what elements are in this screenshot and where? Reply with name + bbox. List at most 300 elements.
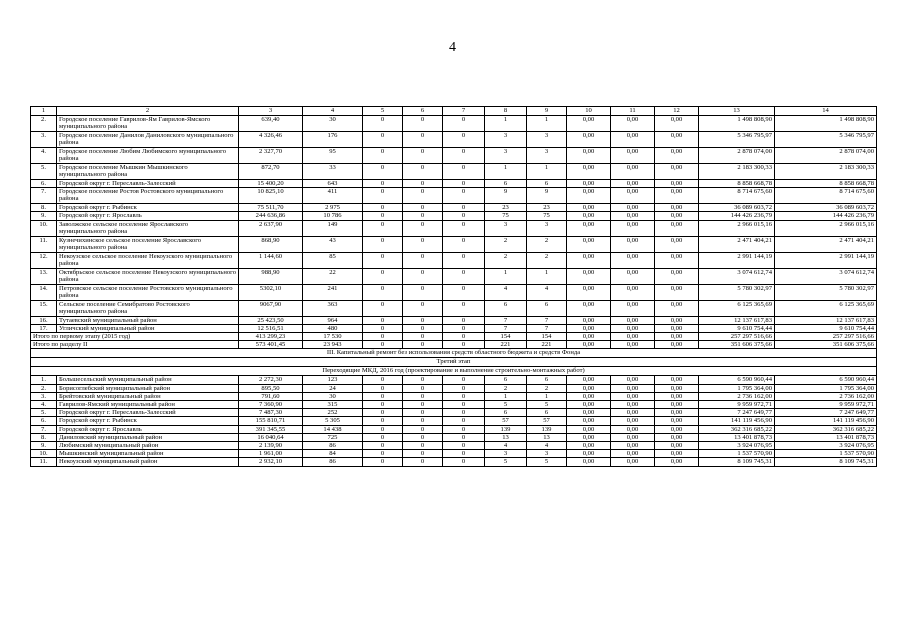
value-cell: 149 xyxy=(303,220,363,236)
value-cell: 0,00 xyxy=(611,212,655,220)
value-cell: 2 637,90 xyxy=(239,220,303,236)
row-number-cell: 6. xyxy=(31,180,57,188)
value-cell: 0 xyxy=(363,268,403,284)
table-row xyxy=(31,384,877,392)
value-cell: 0,00 xyxy=(611,384,655,392)
value-cell: 0,00 xyxy=(611,458,655,466)
row-number-cell: 2. xyxy=(31,116,57,132)
value-cell: 2 878 074,00 xyxy=(699,148,775,164)
value-cell: 30 xyxy=(303,116,363,132)
value-cell: 7 xyxy=(527,324,567,332)
value-cell: 5 305 xyxy=(303,417,363,425)
value-cell: 6 125 365,69 xyxy=(699,300,775,316)
value-cell: 0 xyxy=(363,450,403,458)
value-cell: 0 xyxy=(363,300,403,316)
column-number-cell: 6 xyxy=(403,107,443,116)
municipality-name-cell: Городское поселение Любим Любимского муниципального района xyxy=(57,148,239,164)
value-cell: 0,00 xyxy=(611,180,655,188)
municipality-name-cell: Заволжское сельское поселение Ярославского муниципального района xyxy=(57,220,239,236)
value-cell: 411 xyxy=(303,188,363,204)
value-cell: 6 125 365,69 xyxy=(775,300,877,316)
value-cell: 0,00 xyxy=(611,164,655,180)
total-value-cell: 154 xyxy=(527,333,567,341)
value-cell: 252 xyxy=(303,409,363,417)
value-cell: 0,00 xyxy=(567,180,611,188)
value-cell: 2 xyxy=(527,252,567,268)
value-cell: 95 xyxy=(303,148,363,164)
value-cell: 639,40 xyxy=(239,116,303,132)
value-cell: 0 xyxy=(403,284,443,300)
municipality-name-cell: Некоузское сельское поселение Некоузского муниципального района xyxy=(57,252,239,268)
value-cell: 0,00 xyxy=(655,384,699,392)
value-cell: 2 xyxy=(527,236,567,252)
value-cell: 241 xyxy=(303,284,363,300)
value-cell: 4 xyxy=(527,284,567,300)
value-cell: 2 471 404,21 xyxy=(775,236,877,252)
table-row xyxy=(31,236,877,252)
value-cell: 5 346 795,97 xyxy=(775,132,877,148)
value-cell: 36 089 603,72 xyxy=(775,204,877,212)
value-cell: 3 xyxy=(527,220,567,236)
value-cell: 2 xyxy=(485,236,527,252)
value-cell: 0,00 xyxy=(567,401,611,409)
value-cell: 10 825,10 xyxy=(239,188,303,204)
value-cell: 0,00 xyxy=(611,148,655,164)
row-number-cell: 16. xyxy=(31,316,57,324)
transit-title: Переходящие МКД, 2016 год (проектирование и выполнение строительно-монтажных работ) xyxy=(31,367,877,376)
value-cell: 9 959 972,71 xyxy=(699,401,775,409)
value-cell: 8 858 668,78 xyxy=(775,180,877,188)
municipality-name-cell: Городское поселение Мышкин Мышкинского муниципального района xyxy=(57,164,239,180)
stage3-title: Третий этап xyxy=(31,358,877,367)
value-cell: 1 xyxy=(485,392,527,400)
value-cell: 0 xyxy=(363,188,403,204)
value-cell: 0,00 xyxy=(567,284,611,300)
value-cell: 0 xyxy=(403,324,443,332)
stage3-title-row xyxy=(31,358,877,367)
value-cell: 0 xyxy=(363,236,403,252)
table-row xyxy=(31,220,877,236)
value-cell: 6 xyxy=(485,300,527,316)
value-cell: 0 xyxy=(403,392,443,400)
municipality-name-cell: Любимский муниципальный район xyxy=(57,442,239,450)
municipality-name-cell: Петровское сельское поселение Ростовского муниципального района xyxy=(57,284,239,300)
value-cell: 0,00 xyxy=(655,204,699,212)
value-cell: 0 xyxy=(363,204,403,212)
total-value-cell: 23 943 xyxy=(303,341,363,349)
value-cell: 0 xyxy=(363,148,403,164)
value-cell: 9 610 754,44 xyxy=(699,324,775,332)
value-cell: 5 xyxy=(527,401,567,409)
row-number-cell: 7. xyxy=(31,188,57,204)
value-cell: 0 xyxy=(403,316,443,324)
value-cell: 144 426 236,79 xyxy=(699,212,775,220)
value-cell: 57 xyxy=(527,417,567,425)
table-row xyxy=(31,417,877,425)
value-cell: 0,00 xyxy=(611,252,655,268)
value-cell: 791,60 xyxy=(239,392,303,400)
transit-title-row xyxy=(31,367,877,376)
value-cell: 0,00 xyxy=(567,409,611,417)
value-cell: 0 xyxy=(443,401,485,409)
value-cell: 36 089 603,72 xyxy=(699,204,775,212)
column-number-cell: 4 xyxy=(303,107,363,116)
value-cell: 7 xyxy=(485,316,527,324)
value-cell: 0 xyxy=(403,433,443,441)
value-cell: 1 961,00 xyxy=(239,450,303,458)
value-cell: 6 xyxy=(527,300,567,316)
value-cell: 0 xyxy=(443,220,485,236)
value-cell: 1 xyxy=(485,164,527,180)
value-cell: 0 xyxy=(443,442,485,450)
value-cell: 2 183 300,33 xyxy=(699,164,775,180)
value-cell: 0,00 xyxy=(611,409,655,417)
value-cell: 0 xyxy=(443,409,485,417)
value-cell: 0 xyxy=(403,188,443,204)
value-cell: 244 636,86 xyxy=(239,212,303,220)
total-value-cell: 0,00 xyxy=(611,341,655,349)
column-number-cell: 9 xyxy=(527,107,567,116)
value-cell: 0 xyxy=(363,384,403,392)
value-cell: 0 xyxy=(443,164,485,180)
municipality-name-cell: Городской округ г. Ярославль xyxy=(57,212,239,220)
value-cell: 6 xyxy=(527,180,567,188)
value-cell: 0,00 xyxy=(567,392,611,400)
value-cell: 0 xyxy=(443,392,485,400)
value-cell: 0,00 xyxy=(611,188,655,204)
table-row xyxy=(31,204,877,212)
value-cell: 0,00 xyxy=(655,458,699,466)
row-number-cell: 6. xyxy=(31,417,57,425)
value-cell: 43 xyxy=(303,236,363,252)
value-cell: 0,00 xyxy=(655,180,699,188)
value-cell: 2 xyxy=(527,384,567,392)
value-cell: 0,00 xyxy=(655,316,699,324)
total-value-cell: 0 xyxy=(403,341,443,349)
value-cell: 3 074 612,74 xyxy=(699,268,775,284)
total-value-cell: 351 606 375,66 xyxy=(699,341,775,349)
value-cell: 1 xyxy=(527,164,567,180)
value-cell: 9 xyxy=(485,188,527,204)
table-row xyxy=(31,180,877,188)
value-cell: 0 xyxy=(363,316,403,324)
value-cell: 30 xyxy=(303,392,363,400)
value-cell: 0 xyxy=(443,212,485,220)
municipality-name-cell: Городское поселение Данилов Даниловского муниципального района xyxy=(57,132,239,148)
municipality-name-cell: Сельское поселение Семибратово Ростовского муниципального района xyxy=(57,300,239,316)
row-number-cell: 9. xyxy=(31,442,57,450)
table-row xyxy=(31,425,877,433)
total-section2-row xyxy=(31,341,877,349)
table-row xyxy=(31,212,877,220)
value-cell: 2 327,70 xyxy=(239,148,303,164)
municipality-name-cell: Мышкинский муниципальный район xyxy=(57,450,239,458)
value-cell: 0,00 xyxy=(567,433,611,441)
total-value-cell: 0 xyxy=(363,341,403,349)
value-cell: 0 xyxy=(363,417,403,425)
total-value-cell: 0,00 xyxy=(567,333,611,341)
table-row xyxy=(31,188,877,204)
value-cell: 0 xyxy=(363,458,403,466)
row-number-cell: 11. xyxy=(31,236,57,252)
municipality-name-cell: Угличский муниципальный район xyxy=(57,324,239,332)
value-cell: 0 xyxy=(403,132,443,148)
value-cell: 0 xyxy=(363,164,403,180)
value-cell: 0 xyxy=(363,212,403,220)
value-cell: 0,00 xyxy=(567,376,611,384)
value-cell: 12 137 617,83 xyxy=(699,316,775,324)
value-cell: 2 991 144,19 xyxy=(775,252,877,268)
value-cell: 1 537 570,90 xyxy=(699,450,775,458)
value-cell: 0 xyxy=(443,376,485,384)
value-cell: 0 xyxy=(403,148,443,164)
value-cell: 2 878 074,00 xyxy=(775,148,877,164)
value-cell: 7 xyxy=(527,316,567,324)
column-number-cell: 10 xyxy=(567,107,611,116)
value-cell: 141 119 456,90 xyxy=(699,417,775,425)
value-cell: 0,00 xyxy=(611,376,655,384)
value-cell: 988,90 xyxy=(239,268,303,284)
value-cell: 3 924 076,95 xyxy=(699,442,775,450)
value-cell: 14 438 xyxy=(303,425,363,433)
total-value-cell: 221 xyxy=(527,341,567,349)
value-cell: 5302,10 xyxy=(239,284,303,300)
column-number-cell: 5 xyxy=(363,107,403,116)
value-cell: 2 272,30 xyxy=(239,376,303,384)
value-cell: 0 xyxy=(443,425,485,433)
value-cell: 0 xyxy=(403,425,443,433)
value-cell: 75 xyxy=(485,212,527,220)
page-number: 4 xyxy=(449,40,456,55)
value-cell: 0,00 xyxy=(655,401,699,409)
value-cell: 1 xyxy=(527,116,567,132)
value-cell: 0 xyxy=(363,220,403,236)
value-cell: 0,00 xyxy=(611,450,655,458)
table-row xyxy=(31,401,877,409)
value-cell: 0,00 xyxy=(655,148,699,164)
value-cell: 5 xyxy=(527,458,567,466)
total-value-cell: 154 xyxy=(485,333,527,341)
value-cell: 964 xyxy=(303,316,363,324)
value-cell: 0,00 xyxy=(567,450,611,458)
value-cell: 123 xyxy=(303,376,363,384)
value-cell: 1 xyxy=(485,116,527,132)
municipality-name-cell: Городское поселение Гаврилов-Ям Гаврилов-Ямского муниципального района xyxy=(57,116,239,132)
table-row xyxy=(31,433,877,441)
value-cell: 0,00 xyxy=(655,300,699,316)
value-cell: 0 xyxy=(443,433,485,441)
value-cell: 5 xyxy=(485,401,527,409)
row-number-cell: 15. xyxy=(31,300,57,316)
value-cell: 0 xyxy=(363,392,403,400)
value-cell: 7 487,30 xyxy=(239,409,303,417)
value-cell: 13 xyxy=(485,433,527,441)
value-cell: 8 714 675,60 xyxy=(699,188,775,204)
value-cell: 3 xyxy=(485,148,527,164)
value-cell: 1 498 808,90 xyxy=(699,116,775,132)
value-cell: 155 810,71 xyxy=(239,417,303,425)
table-row xyxy=(31,164,877,180)
total-value-cell: 257 297 516,66 xyxy=(775,333,877,341)
row-number-cell: 13. xyxy=(31,268,57,284)
value-cell: 362 316 685,22 xyxy=(775,425,877,433)
row-number-cell: 7. xyxy=(31,425,57,433)
total-value-cell: 0 xyxy=(443,341,485,349)
value-cell: 0 xyxy=(403,409,443,417)
value-cell: 9 xyxy=(527,188,567,204)
value-cell: 7 360,90 xyxy=(239,401,303,409)
value-cell: 872,70 xyxy=(239,164,303,180)
value-cell: 0,00 xyxy=(655,236,699,252)
total-value-cell: 257 297 516,66 xyxy=(699,333,775,341)
column-number-cell: 8 xyxy=(485,107,527,116)
value-cell: 7 xyxy=(485,324,527,332)
municipality-name-cell: Тутаевский муниципальный район xyxy=(57,316,239,324)
value-cell: 144 426 236,79 xyxy=(775,212,877,220)
value-cell: 2 932,10 xyxy=(239,458,303,466)
value-cell: 0 xyxy=(443,252,485,268)
value-cell: 2 471 404,21 xyxy=(699,236,775,252)
value-cell: 0 xyxy=(403,116,443,132)
value-cell: 363 xyxy=(303,300,363,316)
value-cell: 0 xyxy=(403,220,443,236)
value-cell: 0,00 xyxy=(611,300,655,316)
table-row xyxy=(31,409,877,417)
value-cell: 75 xyxy=(527,212,567,220)
value-cell: 3 xyxy=(527,132,567,148)
value-cell: 0,00 xyxy=(655,376,699,384)
table-row xyxy=(31,300,877,316)
total-label-cell: Итого по разделу II xyxy=(31,341,239,349)
municipality-name-cell: Октябрьское сельское поселение Некоузского муниципального района xyxy=(57,268,239,284)
row-number-cell: 4. xyxy=(31,401,57,409)
value-cell: 0,00 xyxy=(611,236,655,252)
value-cell: 0 xyxy=(403,180,443,188)
value-cell: 176 xyxy=(303,132,363,148)
value-cell: 0,00 xyxy=(655,392,699,400)
municipality-name-cell: Городской округ г. Переславль-Залесский xyxy=(57,180,239,188)
table-row xyxy=(31,116,877,132)
value-cell: 8 714 675,60 xyxy=(775,188,877,204)
value-cell: 725 xyxy=(303,433,363,441)
column-number-cell: 2 xyxy=(57,107,239,116)
value-cell: 23 xyxy=(485,204,527,212)
value-cell: 3 074 612,74 xyxy=(775,268,877,284)
value-cell: 1 xyxy=(485,268,527,284)
value-cell: 0,00 xyxy=(655,409,699,417)
municipality-name-cell: Городской округ г. Рыбинск xyxy=(57,204,239,212)
value-cell: 0,00 xyxy=(567,212,611,220)
value-cell: 4 xyxy=(485,284,527,300)
table-row xyxy=(31,450,877,458)
value-cell: 0 xyxy=(363,442,403,450)
value-cell: 1 795 364,00 xyxy=(699,384,775,392)
value-cell: 5 780 302,97 xyxy=(775,284,877,300)
table-row xyxy=(31,132,877,148)
value-cell: 0 xyxy=(403,384,443,392)
value-cell: 1 795 364,00 xyxy=(775,384,877,392)
value-cell: 0,00 xyxy=(567,384,611,392)
value-cell: 4 326,46 xyxy=(239,132,303,148)
value-cell: 2 736 162,00 xyxy=(699,392,775,400)
value-cell: 0,00 xyxy=(655,220,699,236)
value-cell: 13 xyxy=(527,433,567,441)
total-value-cell: 0,00 xyxy=(567,341,611,349)
value-cell: 0 xyxy=(363,324,403,332)
value-cell: 5 780 302,97 xyxy=(699,284,775,300)
value-cell: 0 xyxy=(403,458,443,466)
total-value-cell: 413 299,23 xyxy=(239,333,303,341)
value-cell: 0 xyxy=(443,284,485,300)
value-cell: 1 144,60 xyxy=(239,252,303,268)
row-number-cell: 8. xyxy=(31,433,57,441)
value-cell: 57 xyxy=(485,417,527,425)
total-value-cell: 0,00 xyxy=(655,333,699,341)
value-cell: 0 xyxy=(443,148,485,164)
column-number-cell: 14 xyxy=(775,107,877,116)
value-cell: 0,00 xyxy=(655,212,699,220)
municipality-name-cell: Борисоглебский муниципальный район xyxy=(57,384,239,392)
value-cell: 0,00 xyxy=(567,220,611,236)
value-cell: 0,00 xyxy=(567,116,611,132)
value-cell: 0,00 xyxy=(655,450,699,458)
value-cell: 6 xyxy=(527,376,567,384)
value-cell: 84 xyxy=(303,450,363,458)
value-cell: 7 247 649,77 xyxy=(699,409,775,417)
value-cell: 0 xyxy=(403,442,443,450)
value-cell: 0,00 xyxy=(567,204,611,212)
value-cell: 0 xyxy=(443,316,485,324)
value-cell: 0 xyxy=(403,268,443,284)
total-label-cell: Итого по первому этапу (2015 год) xyxy=(31,333,239,341)
value-cell: 13 401 878,73 xyxy=(775,433,877,441)
capital-repair-table xyxy=(30,106,877,467)
value-cell: 0,00 xyxy=(611,442,655,450)
value-cell: 0,00 xyxy=(611,132,655,148)
total-value-cell: 573 401,45 xyxy=(239,341,303,349)
value-cell: 868,90 xyxy=(239,236,303,252)
row-number-cell: 9. xyxy=(31,212,57,220)
value-cell: 0,00 xyxy=(611,433,655,441)
value-cell: 7 247 649,77 xyxy=(775,409,877,417)
row-number-cell: 14. xyxy=(31,284,57,300)
row-number-cell: 2. xyxy=(31,384,57,392)
value-cell: 0 xyxy=(443,188,485,204)
table-row xyxy=(31,284,877,300)
total-value-cell: 0 xyxy=(363,333,403,341)
value-cell: 0,00 xyxy=(655,425,699,433)
total-value-cell: 17 530 xyxy=(303,333,363,341)
value-cell: 139 xyxy=(485,425,527,433)
column-number-cell: 7 xyxy=(443,107,485,116)
value-cell: 1 498 808,90 xyxy=(775,116,877,132)
value-cell: 0,00 xyxy=(567,458,611,466)
municipality-name-cell: Большесельский муниципальный район xyxy=(57,376,239,384)
municipality-name-cell: Городской округ г. Рыбинск xyxy=(57,417,239,425)
value-cell: 0,00 xyxy=(655,252,699,268)
row-number-cell: 10. xyxy=(31,220,57,236)
value-cell: 5 346 795,97 xyxy=(699,132,775,148)
value-cell: 0,00 xyxy=(567,316,611,324)
row-number-cell: 3. xyxy=(31,392,57,400)
table-row xyxy=(31,392,877,400)
column-number-row xyxy=(31,107,877,116)
value-cell: 0 xyxy=(363,376,403,384)
value-cell: 0 xyxy=(363,252,403,268)
value-cell: 0,00 xyxy=(655,442,699,450)
value-cell: 0 xyxy=(403,164,443,180)
value-cell: 0 xyxy=(443,204,485,212)
